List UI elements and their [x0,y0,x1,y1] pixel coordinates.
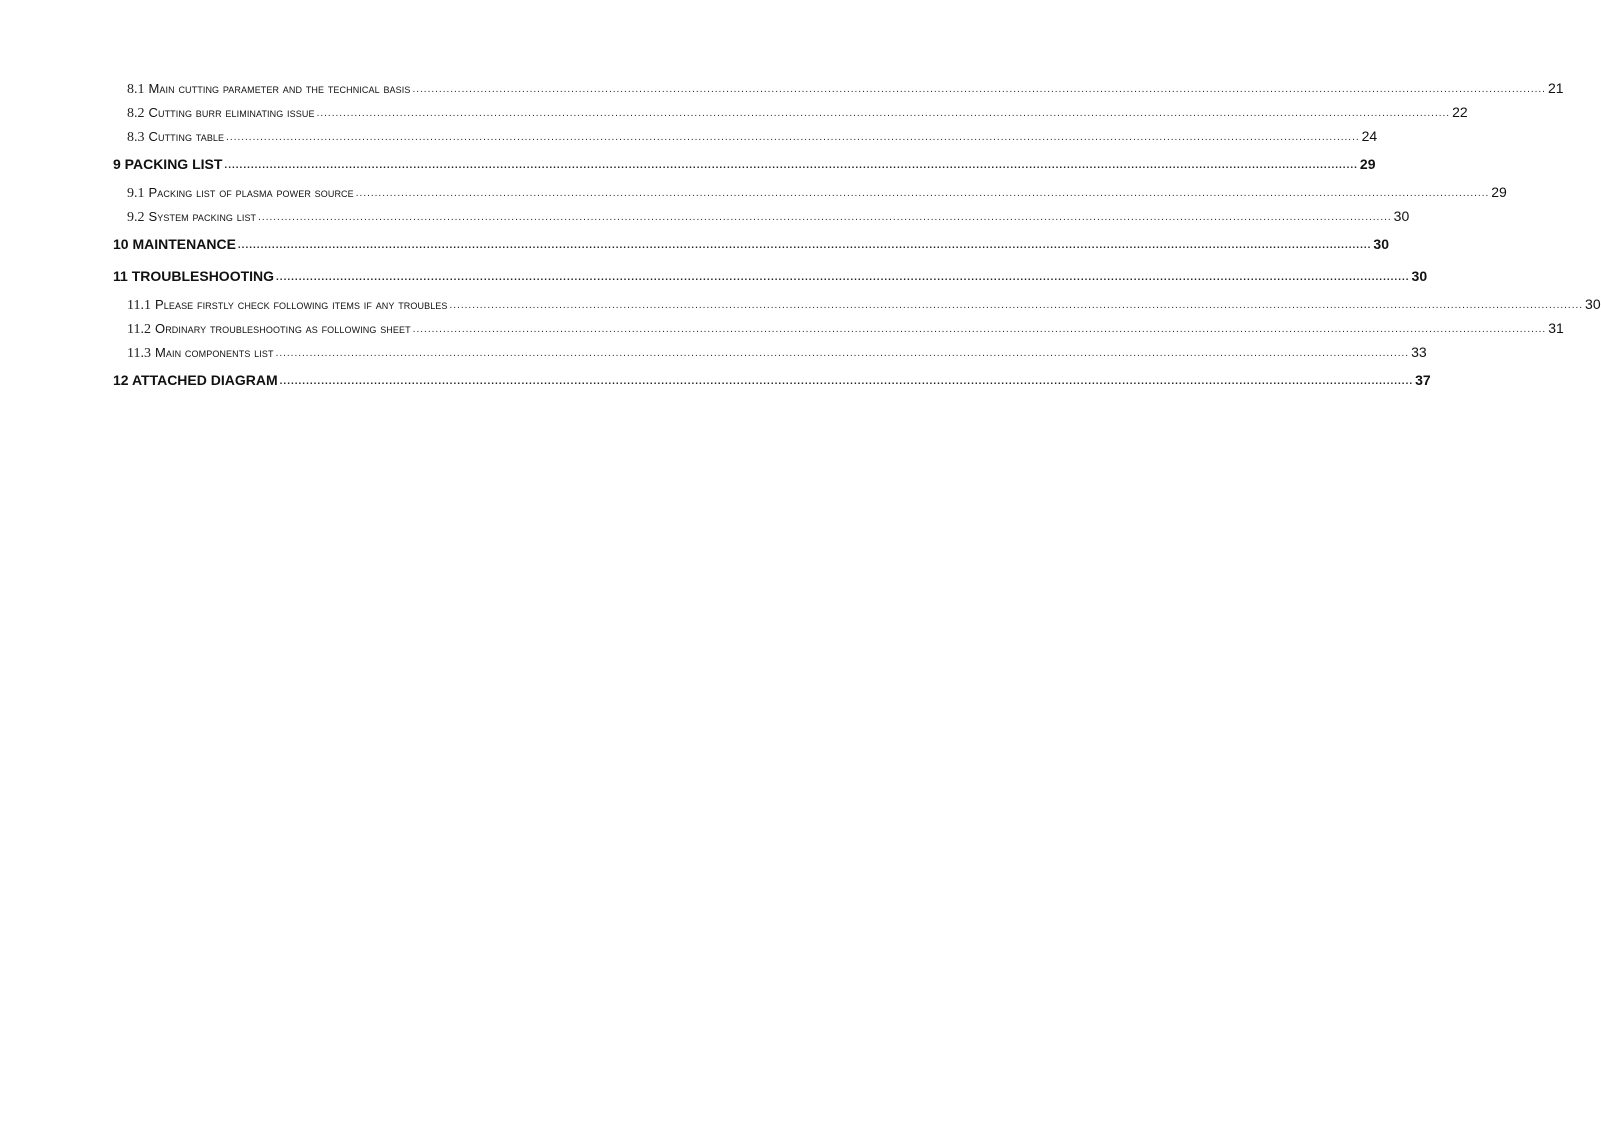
toc-entry-number: 8.2 [127,106,145,121]
toc-page-number: 30 [1393,208,1410,224]
toc-entry-9-2[interactable] [127,204,1410,228]
toc-page-number: 37 [1415,372,1431,388]
dot-leader: ............................................................................................................................................................................................................................................................................................................ [275,348,1410,359]
dot-leader: ............................................................................................................................................................................................................................................................................................................ [316,108,1451,119]
toc-page-number: 22 [1452,104,1468,120]
toc-page-number: 29 [1491,184,1507,200]
toc-page-number: 31 [1548,320,1564,336]
toc-entry-title: Packing list of plasma power source [148,185,354,200]
dot-leader: ............................................................................................................................................................................................................................................................................................................ [258,212,1392,223]
toc-chapter-9[interactable] [113,148,1376,180]
toc-entry-title: Ordinary troubleshooting as following sheet [154,321,411,336]
toc-entry-number: 9.2 [127,210,145,225]
dot-leader: ............................................................................................................................................................................................................................................................................................................ [412,84,1546,95]
toc-entry-title: Cutting table [148,129,225,144]
dot-leader: ............................................................................................................................................................................................................................................................................................................ [276,272,1410,283]
toc-entry-title: Main cutting parameter and the technical basis [148,81,411,96]
toc-entry-title: Cutting burr eliminating issue [148,105,315,120]
toc-entry-8-2[interactable] [127,100,1468,124]
toc-chapter-title: 11 TROUBLESHOOTING [113,268,275,284]
dot-leader: ............................................................................................................................................................................................................................................................................................................ [226,132,1360,143]
toc-entry-number: 8.1 [127,82,145,97]
toc-chapter-10[interactable] [113,228,1389,260]
dot-leader: ............................................................................................................................................................................................................................................................................................................ [412,324,1547,335]
toc-page-number: 24 [1361,128,1378,144]
toc-chapter-title: 9 PACKING LIST [113,156,223,172]
toc-entry-9-1[interactable] [127,180,1507,204]
toc-page-number: 21 [1547,80,1564,96]
toc-chapter-title: 10 MAINTENANCE [113,236,236,252]
toc-entry-8-3[interactable] [127,124,1378,148]
table-of-contents [113,76,1601,396]
toc-page-number: 30 [1411,268,1428,284]
toc-entry-number: 11.1 [127,298,151,313]
toc-entry-title: System packing list [148,209,257,224]
toc-entry-11-1[interactable] [127,292,1601,316]
dot-leader: ............................................................................................................................................................................................................................................................................................................ [449,300,1584,311]
toc-entry-number: 11.2 [127,322,151,337]
toc-page-number: 33 [1411,344,1427,360]
toc-chapter-12[interactable] [113,364,1431,396]
toc-page-number: 29 [1359,156,1376,172]
dot-leader: ............................................................................................................................................................................................................................................................................................................ [355,188,1490,199]
toc-entry-11-3[interactable] [127,340,1427,364]
dot-leader: ............................................................................................................................................................................................................................................................................................................ [224,160,1358,171]
toc-chapter-11[interactable] [113,260,1428,292]
toc-page-number: 30 [1373,236,1389,252]
toc-chapter-title: 12 ATTACHED DIAGRAM [113,372,278,388]
toc-entry-title: Main components list [154,345,274,360]
toc-entry-number: 8.3 [127,130,145,145]
toc-page-number: 30 [1585,296,1601,312]
dot-leader: ............................................................................................................................................................................................................................................................................................................ [237,240,1372,251]
toc-entry-number: 9.1 [127,186,145,201]
toc-entry-number: 11.3 [127,346,151,361]
dot-leader: ............................................................................................................................................................................................................................................................................................................ [279,376,1414,387]
toc-entry-8-1[interactable] [127,76,1564,100]
toc-entry-11-2[interactable] [127,316,1564,340]
toc-entry-title: Please firstly check following items if any troubles [154,297,448,312]
